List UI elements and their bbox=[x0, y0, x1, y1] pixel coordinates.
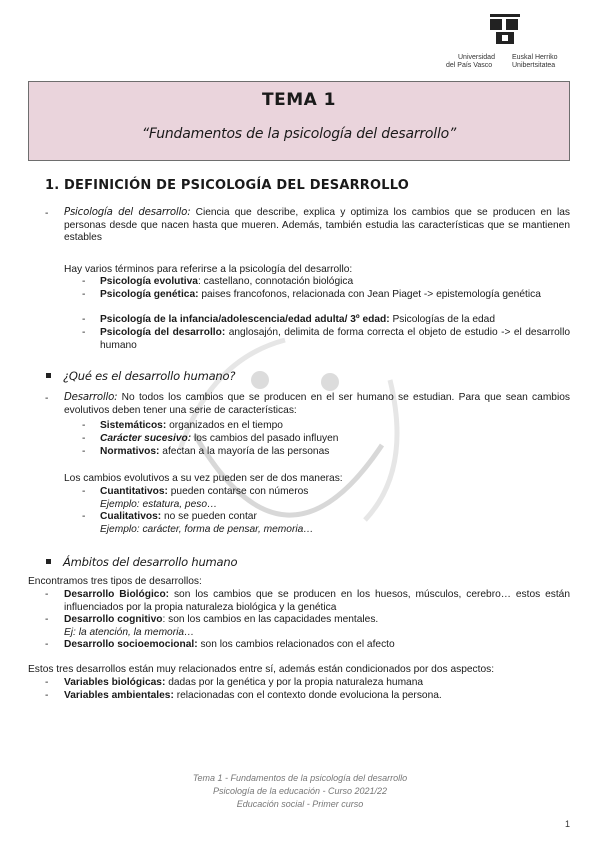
section3-heading-text: Ámbitos del desarrollo humano bbox=[63, 555, 238, 569]
footer-line-1: Tema 1 - Fundamentos de la psicología del desarrollo bbox=[192, 773, 408, 783]
logo-text-es-2: del País Vasco bbox=[446, 62, 493, 69]
feature-label: Carácter sucesivo: bbox=[100, 433, 192, 444]
way-example: Ejemplo: estatura, peso… bbox=[100, 499, 218, 510]
term-item bbox=[100, 289, 570, 302]
way-label: Cuantitativos: bbox=[100, 486, 168, 497]
footer-line-2: Psicología de la educación - Curso 2021/22 bbox=[212, 786, 388, 796]
way-desc: no se pueden contar bbox=[161, 511, 257, 522]
desarrollo-term: Desarrollo: bbox=[64, 392, 118, 403]
dash-bullet: - bbox=[45, 393, 49, 404]
development-item bbox=[64, 614, 378, 627]
term-item bbox=[100, 327, 570, 352]
dash-bullet: - bbox=[82, 276, 86, 287]
logo-text-es-1: Universidad bbox=[458, 54, 495, 61]
development-label: Desarrollo cognitivo bbox=[64, 614, 163, 625]
feature-item bbox=[100, 446, 329, 459]
way-label: Cualitativos: bbox=[100, 511, 162, 522]
university-logo bbox=[440, 14, 570, 74]
page-title: TEMA 1 bbox=[261, 90, 337, 110]
desarrollo-paragraph bbox=[64, 392, 570, 417]
dash-bullet: - bbox=[45, 677, 49, 688]
dash-bullet: - bbox=[82, 327, 86, 338]
dash-bullet: - bbox=[45, 589, 49, 600]
footer-line-3: Educación social - Primer curso bbox=[236, 799, 364, 809]
term-desc: Psicologías de la edad bbox=[389, 314, 495, 325]
variable-label: Variables ambientales: bbox=[64, 690, 174, 701]
term-label: Psicología del desarrollo: bbox=[100, 327, 226, 338]
term-item bbox=[100, 314, 495, 327]
variable-item bbox=[64, 677, 423, 690]
section2-heading bbox=[46, 370, 235, 383]
dash-bullet: - bbox=[82, 486, 86, 497]
section3-heading bbox=[46, 556, 237, 569]
definition-paragraph bbox=[64, 207, 570, 245]
dash-bullet: - bbox=[45, 690, 49, 701]
term-item bbox=[100, 276, 353, 289]
dash-bullet: - bbox=[45, 639, 49, 650]
way-example: Ejemplo: carácter, forma de pensar, memoria… bbox=[100, 524, 314, 535]
page-number: 1 bbox=[565, 819, 571, 829]
square-bullet-icon bbox=[46, 559, 51, 564]
feature-label: Normativos: bbox=[100, 446, 160, 457]
development-desc: : son los cambios en las capacidades mentales. bbox=[162, 614, 379, 625]
feature-desc: los cambios del pasado influyen bbox=[191, 433, 339, 444]
way-item bbox=[100, 511, 257, 524]
dash-bullet: - bbox=[82, 511, 86, 522]
ways-intro: Los cambios evolutivos a su vez pueden ser de dos maneras: bbox=[64, 473, 343, 484]
term-desc: anglosajón, delimita de forma correcta el objeto de estudio -> el desarrollo humano bbox=[100, 327, 571, 351]
variable-desc: dadas por la genética y por la propia naturaleza humana bbox=[165, 677, 424, 688]
logo-text-eu-1: Euskal Herriko bbox=[512, 54, 558, 61]
dash-bullet: - bbox=[82, 446, 86, 457]
feature-item bbox=[100, 420, 283, 433]
dash-bullet: - bbox=[45, 614, 49, 625]
way-item bbox=[100, 486, 308, 499]
development-item bbox=[64, 639, 395, 652]
dash-bullet: - bbox=[45, 208, 49, 219]
page-footer bbox=[0, 772, 600, 811]
terms-intro: Hay varios términos para referirse a la psicología del desarrollo: bbox=[64, 264, 353, 275]
dash-bullet: - bbox=[82, 289, 86, 300]
feature-item bbox=[100, 433, 338, 446]
definition-term: Psicología del desarrollo: bbox=[64, 207, 191, 218]
development-example: Ej: la atención, la memoria… bbox=[64, 627, 195, 638]
dash-bullet: - bbox=[82, 433, 86, 444]
feature-desc: organizados en el tiempo bbox=[166, 420, 283, 431]
square-bullet-icon bbox=[46, 373, 51, 378]
dash-bullet: - bbox=[82, 420, 86, 431]
development-desc: son los cambios relacionados con el afecto bbox=[197, 639, 395, 650]
section1-heading: DEFINICIÓN DE PSICOLOGÍA DEL DESARROLLO bbox=[64, 178, 410, 193]
term-label: Psicología de la infancia/adolescencia/edad adulta/ 3º edad: bbox=[100, 314, 390, 325]
term-desc: paises francofonos, relacionada con Jean Piaget -> epistemología genética bbox=[198, 289, 541, 300]
term-desc: : castellano, connotación biológica bbox=[197, 276, 354, 287]
feature-desc: afectan a la mayoría de las personas bbox=[159, 446, 330, 457]
development-item bbox=[64, 589, 570, 614]
variable-desc: relacionadas con el contexto donde evoluciona la persona. bbox=[173, 690, 442, 701]
term-label: Psicología evolutiva bbox=[100, 276, 198, 287]
section2-heading-text: ¿Qué es el desarrollo humano? bbox=[63, 369, 236, 383]
desarrollo-text: No todos los cambios que se producen en el ser humano se estudian. Para que sean cambios evolutivos deben tener una serie de características: bbox=[64, 392, 570, 416]
development-label: Desarrollo Biológico: bbox=[64, 589, 170, 600]
development-label: Desarrollo socioemocional: bbox=[64, 639, 198, 650]
section1-number: 1. bbox=[45, 178, 60, 193]
variable-label: Variables biológicas: bbox=[64, 677, 166, 688]
dash-bullet: - bbox=[82, 314, 86, 325]
term-label: Psicología genética: bbox=[100, 289, 199, 300]
development-desc: son los cambios que se producen en los huesos, músculos, cerebro… estos están influenciados por la propia naturaleza biológica y la genética bbox=[64, 589, 570, 613]
section3-intro: Encontramos tres tipos de desarrollos: bbox=[28, 576, 202, 587]
title-box bbox=[28, 81, 570, 161]
university-emblem-icon bbox=[486, 14, 524, 46]
page-subtitle: “Fundamentos de la psicología del desarrollo” bbox=[141, 126, 457, 142]
definition-text: Ciencia que describe, explica y optimiza los cambios que se producen en las personas desde que nacen hasta que mueren. Además, también estudia las características que se mantienen estables bbox=[64, 207, 571, 244]
logo-text-eu-2: Unibertsitatea bbox=[512, 62, 556, 69]
variable-item bbox=[64, 690, 442, 703]
way-desc: pueden contarse con números bbox=[167, 486, 309, 497]
relation-paragraph: Estos tres desarrollos están muy relacionados entre sí, además están condicionados por dos aspectos: bbox=[28, 664, 495, 675]
feature-label: Sistemáticos: bbox=[100, 420, 167, 431]
